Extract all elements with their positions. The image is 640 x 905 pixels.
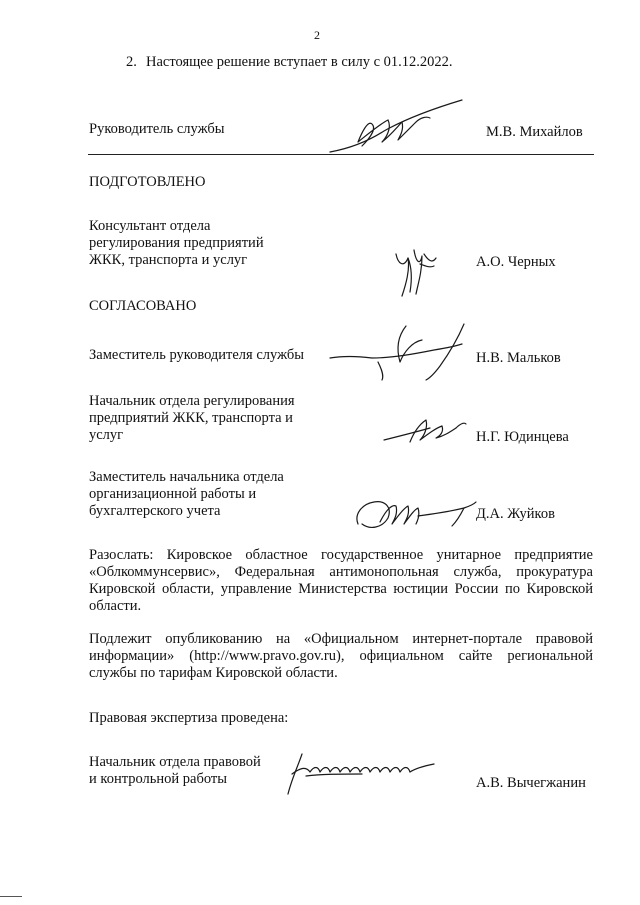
distribution-paragraph: Разослать: Кировское областное государственное унитарное предприятие «Облкоммунсервис», Федеральная антимонопольная служба, прокуратура Кировской области, управление Министерства юстиции России по Кировской области.: [89, 547, 593, 614]
point-number: 2.: [126, 54, 137, 70]
legal-review-statement: Правовая экспертиза проведена:: [89, 710, 289, 726]
agreed-1-signature: [322, 322, 472, 382]
head-separator: [88, 154, 594, 155]
prepared-position-line-1: Консультант отдела: [89, 218, 211, 234]
agreed-2-signature: [380, 414, 470, 448]
agreed-3-position-line-1: Заместитель начальника отдела: [89, 469, 284, 485]
agreed-2-position-line-1: Начальник отдела регулирования: [89, 393, 295, 409]
prepared-position-line-3: ЖКК, транспорта и услуг: [89, 252, 248, 268]
agreed-3-signature: [352, 494, 482, 534]
legal-review-position-line-2: и контрольной работы: [89, 771, 227, 787]
prepared-signature: [390, 244, 440, 298]
point-text: Настоящее решение вступает в силу с 01.12.2022.: [146, 54, 453, 70]
page-number: 2: [314, 28, 320, 42]
agreed-2-position-line-3: услуг: [89, 427, 124, 443]
agreed-heading: СОГЛАСОВАНО: [89, 298, 197, 314]
publication-paragraph: Подлежит опубликованию на «Официальном интернет-портале правовой информации» (http://www.pravo.gov.ru), официальном сайте региональной службы по тарифам Кировской области.: [89, 631, 593, 681]
prepared-name: А.О. Черных: [476, 254, 556, 270]
agreed-3-position-line-2: организационной работы и: [89, 486, 257, 502]
legal-review-signature: [282, 750, 442, 798]
head-name: М.В. Михайлов: [486, 124, 583, 140]
head-position: Руководитель службы: [89, 121, 225, 137]
agreed-2-name: Н.Г. Юдинцева: [476, 429, 569, 445]
head-signature: [322, 98, 472, 160]
legal-review-name: А.В. Вычегжанин: [476, 775, 586, 791]
agreed-2-position-line-2: предприятий ЖКК, транспорта и: [89, 410, 293, 426]
prepared-heading: ПОДГОТОВЛЕНО: [89, 174, 206, 190]
agreed-3-name: Д.А. Жуйков: [476, 506, 555, 522]
prepared-position-line-2: регулирования предприятий: [89, 235, 264, 251]
agreed-1-position: Заместитель руководителя службы: [89, 347, 305, 363]
agreed-3-position-line-3: бухгалтерского учета: [89, 503, 221, 519]
legal-review-position-line-1: Начальник отдела правовой: [89, 754, 261, 770]
scan-edge-mark: [0, 896, 22, 897]
agreed-1-name: Н.В. Мальков: [476, 350, 561, 366]
